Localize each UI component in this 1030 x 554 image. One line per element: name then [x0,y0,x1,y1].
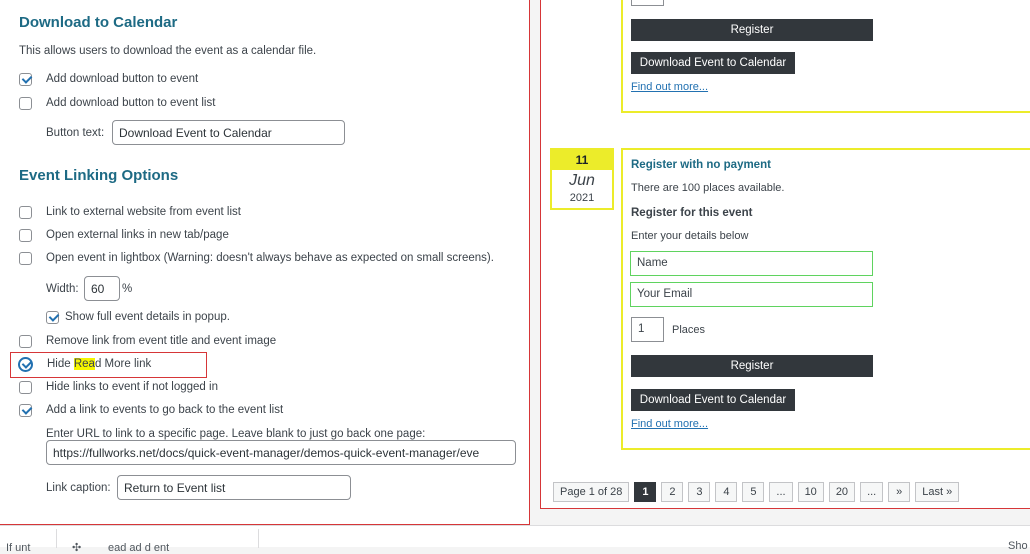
settings-panel [0,0,530,525]
page-ellipsis: ... [769,482,792,502]
page-link[interactable]: 3 [688,482,710,502]
places-available: There are 100 places available. [631,182,785,194]
places-label: Places [672,324,706,336]
page-link[interactable]: 10 [798,482,824,502]
register-button-2[interactable]: Register [631,355,873,377]
width-unit: % [122,283,133,295]
event-date-badge [550,148,614,210]
caption-label: Link caption: [46,482,111,494]
qty-input-1[interactable] [631,0,664,6]
hide-read-more-label: Hide Read More link [47,358,152,370]
width-label: Width: [46,283,79,295]
checkbox[interactable] [19,252,32,265]
name-input[interactable]: Name [630,251,873,276]
register-heading: Register for this event [631,207,753,219]
option-add-button-list[interactable]: Add download button to event list [19,94,215,112]
button-text-input[interactable]: Download Event to Calendar [112,120,345,145]
bottom-right-text[interactable]: Sho [1008,540,1028,552]
page-link[interactable]: 20 [829,482,855,502]
checkbox[interactable] [19,381,32,394]
url-label: Enter URL to link to a specific page. Leave blank to just go back one page: [46,428,426,440]
divider [56,529,57,548]
option-remove-link[interactable]: Remove link from event title and event image [19,332,276,350]
option-lightbox[interactable]: Open event in lightbox (Warning: doesn't always behave as expected on small screens). [19,249,494,267]
checkbox-checked-focused[interactable] [18,357,33,372]
page-link[interactable]: 2 [661,482,683,502]
event-day: 11 [552,150,612,170]
find-out-more-link-2[interactable]: Find out more... [631,418,709,430]
find-out-more-link-1[interactable]: Find out more... [631,81,709,93]
linking-heading: Event Linking Options [19,167,179,184]
bottom-mid-text: ead ad d ent [108,542,170,554]
page-ellipsis: ... [860,482,883,502]
places-quantity-input[interactable]: 1 [631,317,664,342]
option-external-new-tab[interactable]: Open external links in new tab/page [19,226,229,244]
option-show-full-popup[interactable]: Show full event details in popup. [46,308,230,326]
width-input[interactable]: 60 [84,276,120,301]
bottom-bar [0,525,1030,554]
option-external-website[interactable]: Link to external website from event list [19,203,241,221]
checkbox-checked[interactable] [19,404,32,417]
last-page-link[interactable]: Last » [915,482,959,502]
option-hide-links-not-logged[interactable]: Hide links to event if not logged in [19,378,218,396]
caption-input[interactable]: Return to Event list [117,475,351,500]
option-back-link[interactable]: Add a link to events to go back to the event list [19,401,283,419]
page-link[interactable]: 4 [715,482,737,502]
download-calendar-button-1[interactable]: Download Event to Calendar [631,52,795,74]
event-title[interactable]: Register with no payment [631,159,771,171]
button-text-label: Button text: [46,127,105,139]
checkbox[interactable] [19,97,32,110]
drag-handle-icon[interactable]: ✣ [72,542,82,554]
download-heading: Download to Calendar [19,14,178,31]
download-calendar-button-2[interactable]: Download Event to Calendar [631,389,795,411]
email-input[interactable]: Your Email [630,282,873,307]
option-add-button-event[interactable]: Add download button to event [19,70,198,88]
page-link[interactable]: 5 [742,482,764,502]
details-text: Enter your details below [631,230,749,242]
page-info: Page 1 of 28 [553,482,629,502]
checkbox[interactable] [19,229,32,242]
event-month: Jun [569,172,595,189]
page-link-current[interactable]: 1 [634,482,656,502]
download-description: This allows users to download the event as a calendar file. [19,45,317,57]
checkbox[interactable] [19,335,32,348]
url-input[interactable]: https://fullworks.net/docs/quick-event-manager/demos-quick-event-manager/eve [46,440,516,465]
event-year: 2021 [569,192,595,204]
divider [258,529,259,548]
register-button-1[interactable]: Register [631,19,873,41]
checkbox-checked[interactable] [19,73,32,86]
next-page-link[interactable]: » [888,482,910,502]
bottom-left-text: If unt [6,542,31,554]
checkbox-checked[interactable] [46,311,59,324]
checkbox[interactable] [19,206,32,219]
option-hide-read-more[interactable] [18,355,151,373]
pagination [553,482,959,502]
